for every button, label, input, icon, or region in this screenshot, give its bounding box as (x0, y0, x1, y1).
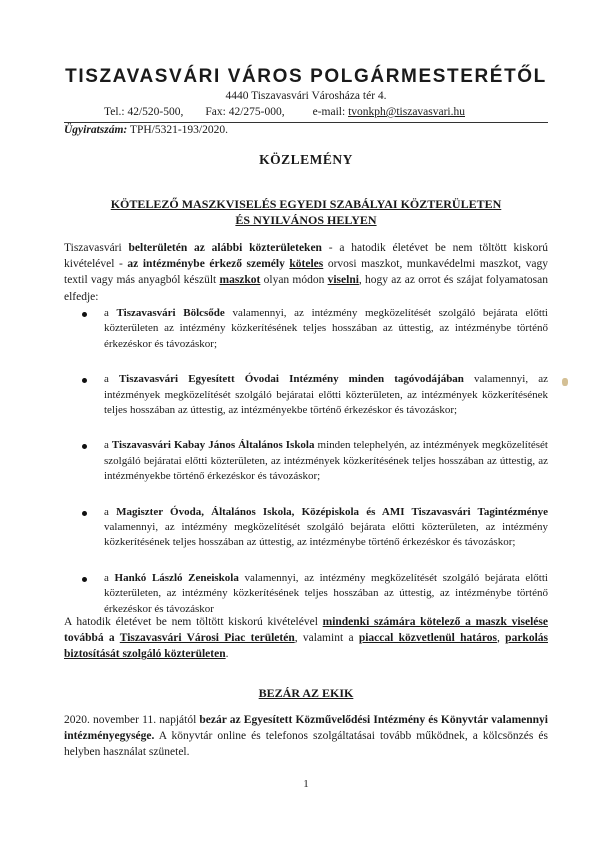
phone-number: Tel.: 42/520-500, (104, 106, 184, 118)
list-item: a Tiszavasvári Egyesített Óvodai Intézmény minden tagóvodájában valamennyi, az intézmények megközelítését szolgáló bejáratai előtti közterületen, az intézmények közkerítésének teljes hosszában az úttestig, az intézményekbe történő érkezéskor és távozáskor; (64, 372, 548, 418)
intro-paragraph: Tiszavasvári belterületén az alábbi közterületeken - a hatodik életévet be nem töltött kiskorú kivételével - az intézménybe érkező személy köteles orvosi maszkot, munkavédelmi maszkot, vagy textil vagy más anyagból készült maszkot olyan módon viselni, hogy az az orrot és szájat folyamatosan elfedje: (64, 242, 549, 303)
reference-label: Ügyiratszám: (64, 124, 128, 136)
section-heading: BEZÁR AZ EKIK (258, 686, 354, 700)
document-title: KÖZLEMÉNY (259, 152, 353, 167)
fax-number: Fax: 42/275-000, (205, 106, 285, 118)
issuer-contacts (104, 106, 465, 118)
reference-value: TPH/5321-193/2020. (129, 124, 228, 136)
issuer-heading: TISZAVASVÁRI VÁROS POLGÁRMESTERÉTŐL (65, 66, 547, 87)
institution-list (64, 306, 548, 637)
email-label: e-mail: (312, 106, 346, 118)
list-item: a Tiszavasvári Kabay János Általános Iskola minden telephelyén, az intézmények megközelítését szolgáló bejáratai előtti közterületen, az intézmények közkerítésének teljes hosszában az úttestig, az intézményekbe történő érkezéskor és távozáskor; (64, 438, 548, 484)
issuer-address: 4440 Tiszavasvári Városháza tér 4. (225, 90, 387, 102)
document-subtitle: KÖTELEZŐ MASZKVISELÉS EGYEDI SZABÁLYAI KÖZTERÜLETEN ÉS NYILVÁNOS HELYEN (110, 197, 502, 227)
header-divider (64, 122, 548, 123)
scan-speck (562, 378, 568, 386)
bullet-icon (82, 511, 87, 516)
bullet-icon (82, 312, 87, 317)
bullet-icon (82, 378, 87, 383)
list-item: a Hankó László Zeneiskola valamennyi, az intézmény megközelítését szolgáló bejárata előtti közterületen, az intézmény közkerítésének teljes hosszában az úttestig, az intézménybe történő érkezéskor és távozáskor (64, 571, 548, 617)
reference-number (64, 124, 228, 136)
list-item: a Magiszter Óvoda, Általános Iskola, Középiskola és AMI Tiszavasvári Tagintézménye valamennyi, az intézmény megközelítését szolgáló bejárata előtti közterületen, az intézmény közkerítésének teljes hosszában az úttestig, az intézménybe történő érkezéskor és távozáskor; (64, 505, 548, 551)
bullet-icon (82, 444, 87, 449)
mask-requirement-paragraph: A hatodik életévet be nem töltött kiskorú kivételével mindenki számára kötelező a maszk viselése továbbá a Tiszavasvári Városi Piac területén, valamint a piaccal közvetlenül határos, parkolás biztosítását szolgáló közterületen. (64, 616, 548, 661)
email-link[interactable]: tvonkph@tiszavasvari.hu (348, 106, 466, 118)
closing-paragraph: 2020. november 11. napjától bezár az Egyesített Közművelődési Intézmény és Könyvtár valamennyi intézményegysége. A könyvtár online és telefonos szolgáltatásai tovább működnek, a kölcsönzés és helyben használat szünetel. (64, 714, 548, 759)
bullet-icon (82, 577, 87, 582)
page-number: 1 (303, 778, 309, 790)
list-item: a Tiszavasvári Bölcsőde valamennyi, az intézmény megközelítését szolgáló bejárata előtti közterületen az intézmény közkerítésének teljes hosszában az úttestig, az intézménybe történő érkezéskor és távozáskor; (64, 306, 548, 352)
